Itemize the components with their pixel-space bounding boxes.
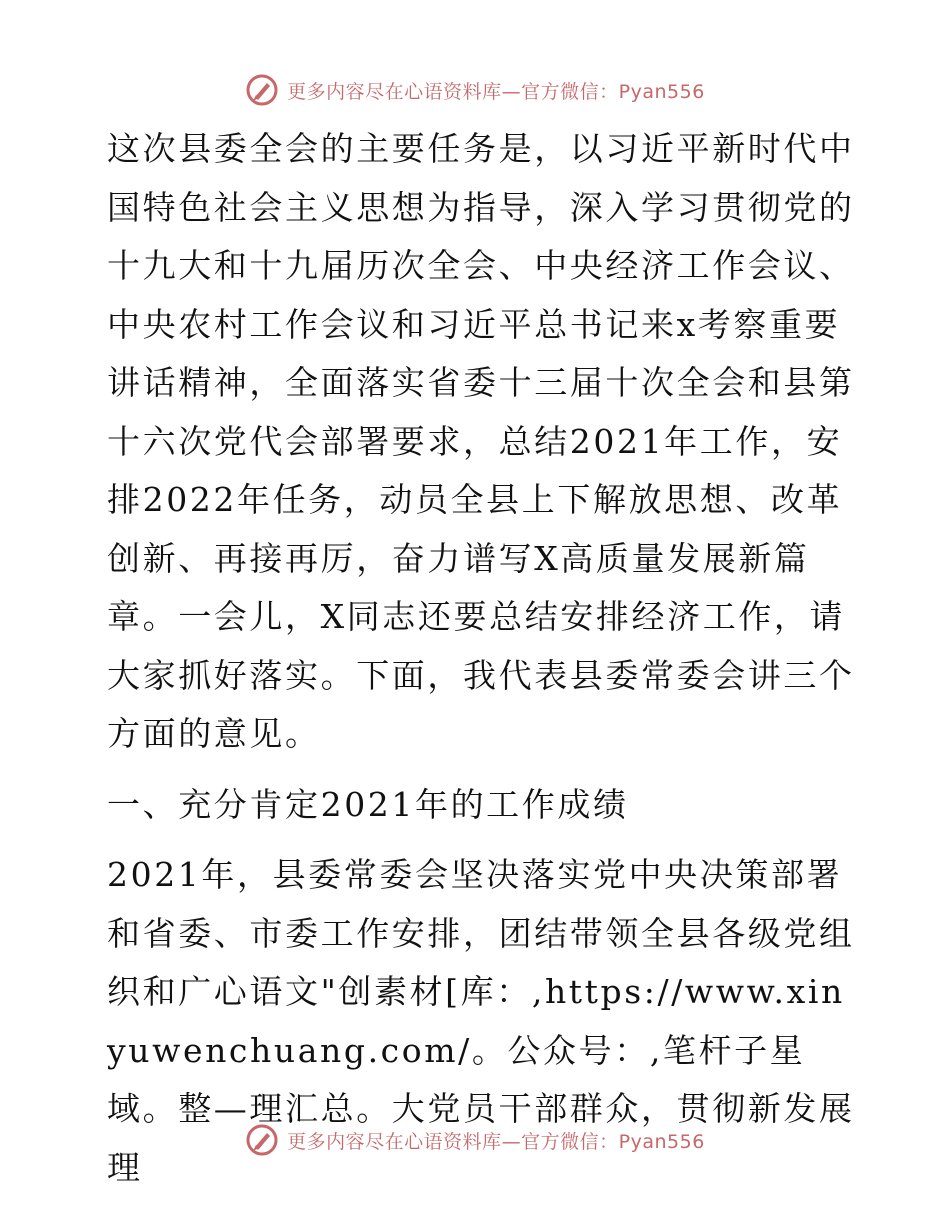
footer-watermark <box>0 1120 950 1160</box>
watermark-text: 更多内容尽在心语资料库—官方微信：Pyan556 <box>287 1130 705 1153</box>
header-watermark <box>0 70 950 110</box>
paragraph-intro: 这次县委全会的主要任务是，以习近平新时代中国特色社会主义思想为指导，深入学习贯彻党的十九大和十九届历次全会、中央经济工作会议、中央农村工作会议和习近平总书记来x考察重要讲话精神，全面落实省委十三届十次全会和县第十六次党代会部署要求，总结2021年工作，安排2022年任务，动员全县上下解放思想、改革创新、再接再厉，奋力谱写X高质量发展新篇章。一会儿，X同志还要总结安排经济工作，请大家抓好落实。下面，我代表县委常委会讲三个方面的意见。 <box>107 129 855 753</box>
logo-icon <box>245 1123 279 1157</box>
logo-icon <box>245 73 279 107</box>
watermark-text: 更多内容尽在心语资料库—官方微信：Pyan556 <box>287 80 705 103</box>
section-heading-1: 一、充分肯定2021年的工作成绩 <box>107 784 629 824</box>
paragraph-achievements: 2021年，县委常委会坚决落实党中央决策部署和省委、市委工作安排，团结带领全县各级党组织和广心语文"创素材[库：,https://www.xinyuwenchuang.com/。公众号：,笔杆子星域。整—理汇总。大党员干部群众，贯彻新发展理 <box>107 855 855 1187</box>
document-body <box>95 120 855 1197</box>
